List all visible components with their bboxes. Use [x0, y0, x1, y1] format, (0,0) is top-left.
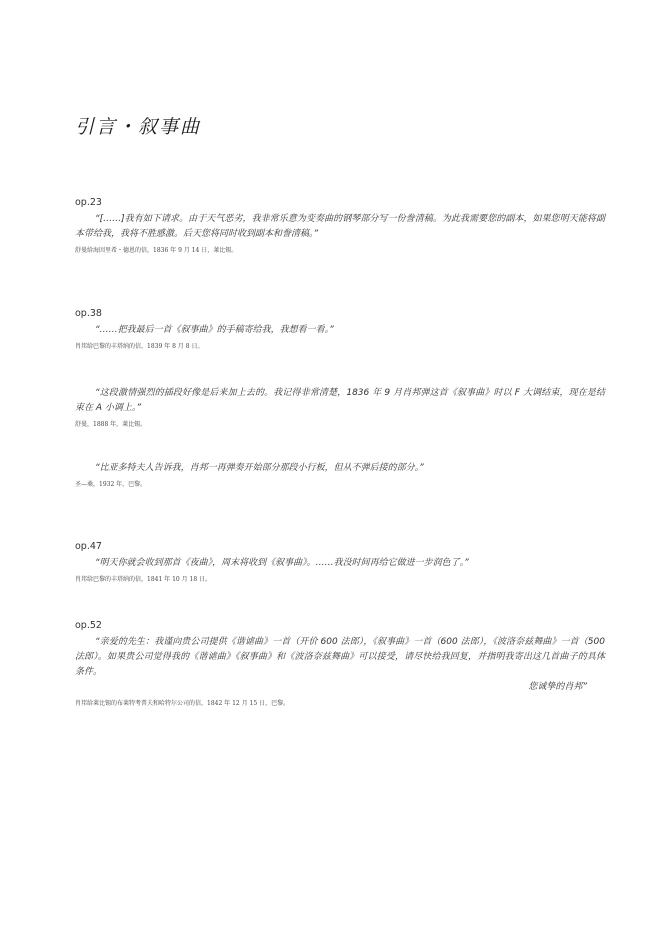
section-op38-quote-3	[75, 461, 605, 489]
opus-number: op.47	[75, 541, 102, 552]
opus-number: op.52	[75, 620, 102, 631]
section-op47	[75, 541, 605, 584]
quote-source: 肖邦给莱比锡的布莱特考普夫和哈特尔公司的信，1842 年 12 月 15 日，巴黎。	[75, 700, 290, 707]
quote-source: 舒曼给海因里希・德恩的信，1836 年 9 月 14 日，莱比锡。	[75, 247, 238, 254]
section-op38-quote-2	[75, 386, 605, 429]
opus-number: op.23	[75, 197, 102, 208]
quote-text: “这段激情强烈的插段好像是后来加上去的。我记得非常清楚，1836 年 9 月肖邦弹这首《叙事曲》时以 F 大调结束，现在是结束在 A 小调上。”	[75, 388, 605, 413]
quote-text: “明天你就会收到那首《夜曲》，周末将收到《叙事曲》。……我没时间再给它做进一步润色了。”	[95, 558, 469, 568]
quote-text: “比亚多特夫人告诉我，肖邦一再弹奏开始部分那段小行板，但从不弹后接的部分。”	[95, 463, 424, 473]
quote-text: “……把我最后一首《叙事曲》的手稿寄给我，我想看一看。”	[95, 325, 334, 335]
quote-source: 圣—桑，1932 年，巴黎。	[75, 481, 147, 488]
quote-text: “亲爱的先生：我谨向贵公司提供《谐谑曲》一首（开价 600 法郎），《叙事曲》一首（600 法郎），《波洛奈兹舞曲》一首（500 法郎）。如果贵公司觉得我的《谐谑曲》《叙事曲》和《波洛奈兹舞曲》可以接受，请尽快给我回复，并指明我寄出这几首曲子的具体条件。	[75, 637, 605, 677]
page-title: 引言・叙事曲	[75, 116, 202, 138]
quote-source: 肖邦给巴黎的丰塔纳的信，1841 年 10 月 18 日。	[75, 576, 212, 583]
quote-source: 舒曼，1888 年，莱比锡。	[75, 421, 147, 428]
opus-number: op.38	[75, 308, 102, 319]
section-op38	[75, 308, 605, 351]
section-op23	[75, 197, 605, 255]
quote-text: “[……]我有如下请求。由于天气恶劣，我非常乐意为变奏曲的钢琴部分写一份誊清稿。为此我需要您的副本，如果您明天能将副本带给我，我将不胜感激。后天您将同时收到副本和誊清稿。”	[75, 214, 605, 239]
quote-signoff: 您诚挚的肖邦”	[528, 682, 587, 692]
section-op52	[75, 620, 605, 708]
quote-source: 肖邦给巴黎的丰塔纳的信，1839 年 8 月 8 日。	[75, 343, 204, 350]
